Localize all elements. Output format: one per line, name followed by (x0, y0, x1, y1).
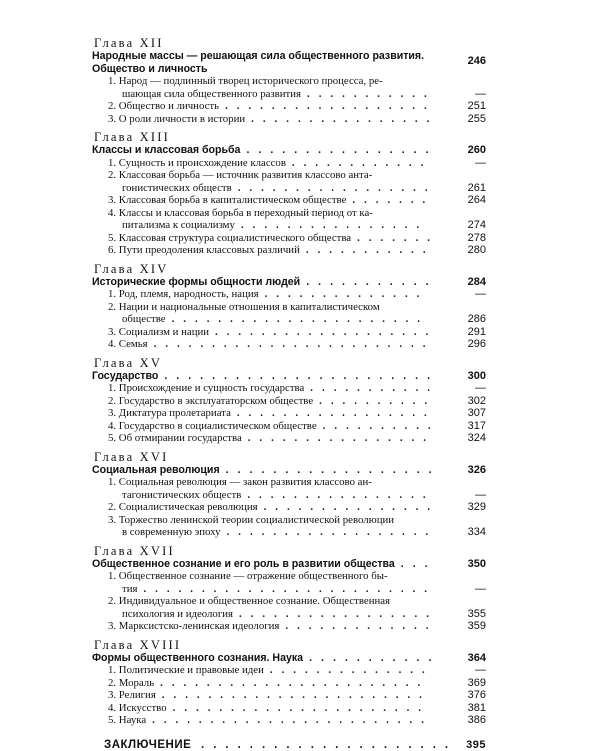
leader-dots: ........................ (152, 714, 433, 726)
toc-entry (92, 395, 488, 408)
toc-entry (92, 608, 502, 621)
entry-text: 1. Происхождение и сущность государства (108, 382, 305, 394)
conclusion-page: 395 (466, 738, 486, 751)
entry-text: 3. Религия (108, 689, 156, 701)
chapter-title-text: Исторические формы общности людей (92, 275, 301, 288)
entry-page: 317 (467, 419, 486, 432)
toc-entry (92, 702, 488, 715)
chapter-label: Глава XII (94, 36, 164, 50)
entry-text: 2. Классовая борьба — источник развития классово анта- (108, 169, 373, 181)
chapter-block (92, 36, 600, 125)
toc-entry (92, 620, 488, 633)
entry-text: 5. Об отмирании государства (108, 432, 242, 444)
leader-dots: ................ (247, 488, 435, 501)
entry-text: 3. Социализм и нации (108, 325, 210, 338)
leader-dots: .............. (264, 288, 429, 300)
entry-page: — (475, 582, 486, 595)
chapter-title (92, 369, 486, 383)
leader-dots: ........... (310, 382, 439, 394)
leader-dots: ....................... (160, 676, 430, 689)
entry-text: 4. Классы и классовая борьба в переходный период от ка- (108, 206, 373, 219)
entry-page: — (475, 156, 486, 169)
entry-page: 324 (467, 432, 486, 444)
entry-page: 274 (467, 219, 486, 231)
leader-dots: ................. (239, 607, 438, 620)
chapter-title-text: Народные массы — решающая сила общественного развития. (92, 50, 425, 62)
entry-text: 1. Сущность и происхождение классов (108, 156, 286, 169)
leader-dots: ....................... (161, 689, 431, 701)
toc-entry (92, 432, 488, 445)
toc-entry (92, 501, 488, 514)
leader-dots: ....... (357, 231, 439, 244)
entry-page: 376 (467, 689, 486, 701)
leader-dots: ........... (307, 87, 436, 100)
conclusion-entry (92, 739, 484, 751)
chapter-page: 246 (467, 54, 486, 67)
chapter-label: Глава XV (94, 355, 163, 370)
chapter-title (92, 463, 486, 477)
entry-text: 3. Марксистско-ленинская идеология (108, 620, 280, 632)
toc-entry (92, 664, 488, 677)
toc-entry (92, 583, 502, 596)
chapter-title-text: Социальная революция (92, 463, 220, 476)
entry-page: 302 (467, 394, 486, 407)
leader-dots: .................. (226, 526, 438, 538)
entry-text: 1. Социальная революция — закон развития классово ан- (108, 476, 372, 488)
entry-text: 1. Общественное сознание — отражение общественного бы- (108, 570, 388, 582)
toc-entry (92, 100, 488, 113)
entry-text: 5. Наука (108, 714, 147, 726)
toc-entry (92, 382, 488, 395)
toc-entry (92, 689, 488, 702)
leader-dots: ....................... (164, 369, 440, 382)
chapter-title (92, 651, 486, 665)
entry-page: 286 (467, 313, 486, 325)
entry-page: — (475, 664, 486, 676)
entry-page: — (475, 382, 486, 394)
chapter-title-text: Формы общественного сознания. Наука (92, 651, 304, 664)
toc-entry (92, 232, 488, 245)
chapter-page: 300 (467, 369, 486, 382)
entry-text: 1. Народ — подлинный творец исторического процесса, ре- (108, 75, 383, 87)
toc-entry (92, 326, 488, 339)
toc-entry (92, 182, 502, 195)
leader-dots: ........... (306, 275, 438, 288)
leader-dots: ................. (236, 407, 436, 419)
entry-page: 255 (467, 112, 486, 125)
chapter-label: Глава XIV (94, 261, 169, 276)
entry-text: гонистических обществ (122, 181, 232, 194)
leader-dots: ....... (352, 194, 435, 206)
chapter-block (92, 262, 600, 351)
leader-dots: ................ (240, 219, 429, 231)
entry-page: — (475, 288, 486, 300)
entry-text: тагонистических обществ (122, 488, 242, 501)
entry-text: 2. Мораль (108, 676, 155, 689)
entry-page: 359 (467, 620, 486, 632)
toc-entry (92, 677, 488, 690)
entry-page: 369 (467, 676, 486, 689)
leader-dots: ........................ (153, 338, 435, 350)
chapter-label: Глава XIII (94, 130, 170, 144)
leader-dots: ............... (263, 501, 440, 513)
leader-dots: ............. (285, 620, 438, 632)
chapter-title-text: Государство (92, 369, 159, 382)
leader-dots: ................ (247, 432, 435, 444)
chapter-block (92, 544, 600, 633)
entry-text: 2. Социалистическая революция (108, 501, 258, 513)
chapter-block (92, 450, 600, 539)
leader-dots: ...................... (171, 313, 429, 325)
entry-page: 296 (467, 338, 486, 350)
chapter-block (92, 638, 600, 727)
chapter-title-text: Общество и личность (92, 62, 208, 75)
leader-dots: ............ (291, 156, 433, 169)
entry-text: 5. Классовая структура социалистического общества (108, 231, 352, 244)
entry-page: 307 (467, 407, 486, 419)
leader-dots: .................. (225, 100, 436, 112)
entry-text: 2. Индивидуальное и общественное сознание. Общественная (108, 595, 391, 607)
entry-text: 1. Род, племя, народность, нация (108, 288, 259, 300)
entry-page: 355 (467, 607, 486, 620)
leader-dots: .......... (319, 394, 437, 407)
toc-entry (92, 595, 488, 608)
entry-page: 386 (467, 714, 486, 726)
chapter-block (92, 356, 600, 445)
entry-text: 2. Общество и личность (108, 100, 220, 112)
toc-entry (92, 88, 502, 101)
entry-text: 4. Государство в социалистическом обществе (108, 419, 317, 432)
chapter-title (92, 144, 486, 157)
entry-text: психология и идеология (122, 607, 234, 620)
toc-entry (92, 244, 488, 257)
toc-entry (92, 514, 488, 527)
chapter-page: 350 (467, 557, 486, 570)
toc-entry (92, 338, 488, 351)
leader-dots: ........... (305, 244, 435, 256)
chapter-page: 364 (467, 651, 486, 664)
toc-entry (92, 288, 488, 301)
entry-page: 334 (467, 526, 486, 538)
toc-entry (92, 113, 488, 126)
chapter-title (92, 50, 472, 63)
toc-entry (92, 714, 488, 727)
entry-page: 261 (467, 181, 486, 194)
table-of-contents (92, 36, 600, 727)
chapter-page: 326 (467, 463, 486, 476)
chapter-label: Глава XVII (94, 543, 175, 558)
toc-entry (92, 313, 502, 326)
entry-text: 3. Диктатура пролетариата (108, 407, 231, 419)
chapter-page: 284 (467, 275, 486, 288)
entry-page: 291 (467, 325, 486, 338)
chapter-title-text: Классы и классовая борьба (92, 144, 241, 156)
entry-page: 381 (467, 701, 486, 714)
leader-dots: ........... (309, 651, 441, 664)
entry-page: 251 (467, 100, 486, 112)
entry-text: 4. Искусство (108, 701, 167, 714)
toc-entry (92, 207, 488, 220)
leader-dots: ................ (246, 144, 438, 156)
entry-text: 6. Пути преодоления классовых различий (108, 244, 300, 256)
entry-page: 278 (467, 231, 486, 244)
toc-entry (92, 75, 488, 88)
chapter-title (92, 275, 486, 289)
entry-page: 264 (467, 194, 486, 206)
leader-dots: .......... (322, 419, 440, 432)
leader-dots: ................... (215, 325, 438, 338)
chapter-block (92, 130, 600, 257)
entry-text: питализма к социализму (122, 219, 235, 231)
entry-text: 1. Политические и правовые идеи (108, 664, 264, 676)
chapter-label: Глава XVIII (94, 637, 182, 652)
toc-entry (92, 489, 502, 502)
entry-text: 2. Государство в эксплуататорском обществе (108, 394, 314, 407)
entry-page: — (475, 87, 486, 100)
entry-page: — (475, 488, 486, 501)
leader-dots: ................ (251, 112, 439, 125)
entry-text: 3. Торжество ленинской теории социалистической революции (108, 513, 395, 526)
entry-page: 329 (467, 501, 486, 513)
chapter-page: 260 (467, 144, 486, 156)
toc-entry (92, 194, 488, 207)
toc-entry (92, 570, 488, 583)
chapter-title (92, 557, 486, 571)
leader-dots: .................. (225, 463, 441, 476)
toc-entry (92, 301, 488, 314)
leader-dots: .............. (269, 664, 434, 676)
leader-dots: ..................... (201, 738, 458, 751)
entry-text: в современную эпоху (122, 526, 221, 538)
entry-text: 3. Классовая борьба в капиталистическом обществе (108, 194, 347, 206)
toc-entry (92, 407, 488, 420)
entry-text: 4. Семья (108, 338, 148, 350)
toc-entry (92, 420, 488, 433)
leader-dots: ...................... (172, 701, 430, 714)
chapter-title-text: Общественное сознание и его роль в развитии общества (92, 557, 395, 570)
toc-entry (92, 169, 488, 182)
leader-dots: ................. (237, 181, 437, 194)
leader-dots: ... (400, 557, 437, 570)
conclusion-label: ЗАКЛЮЧЕНИЕ (104, 738, 192, 751)
entry-text: шающая сила общественного развития (122, 87, 302, 100)
toc-entry (92, 157, 488, 170)
chapter-label: Глава XVI (94, 449, 169, 464)
entry-text: 3. О роли личности в истории (108, 112, 246, 125)
entry-text: 2. Нации и национальные отношения в капиталистическом (108, 300, 380, 313)
entry-page: 280 (467, 244, 486, 256)
toc-entry (92, 476, 488, 489)
entry-text: тия (122, 582, 138, 595)
toc-entry (92, 219, 502, 232)
entry-text: обществе (122, 313, 166, 325)
toc-entry (92, 526, 502, 539)
leader-dots: ......................... (143, 582, 436, 595)
